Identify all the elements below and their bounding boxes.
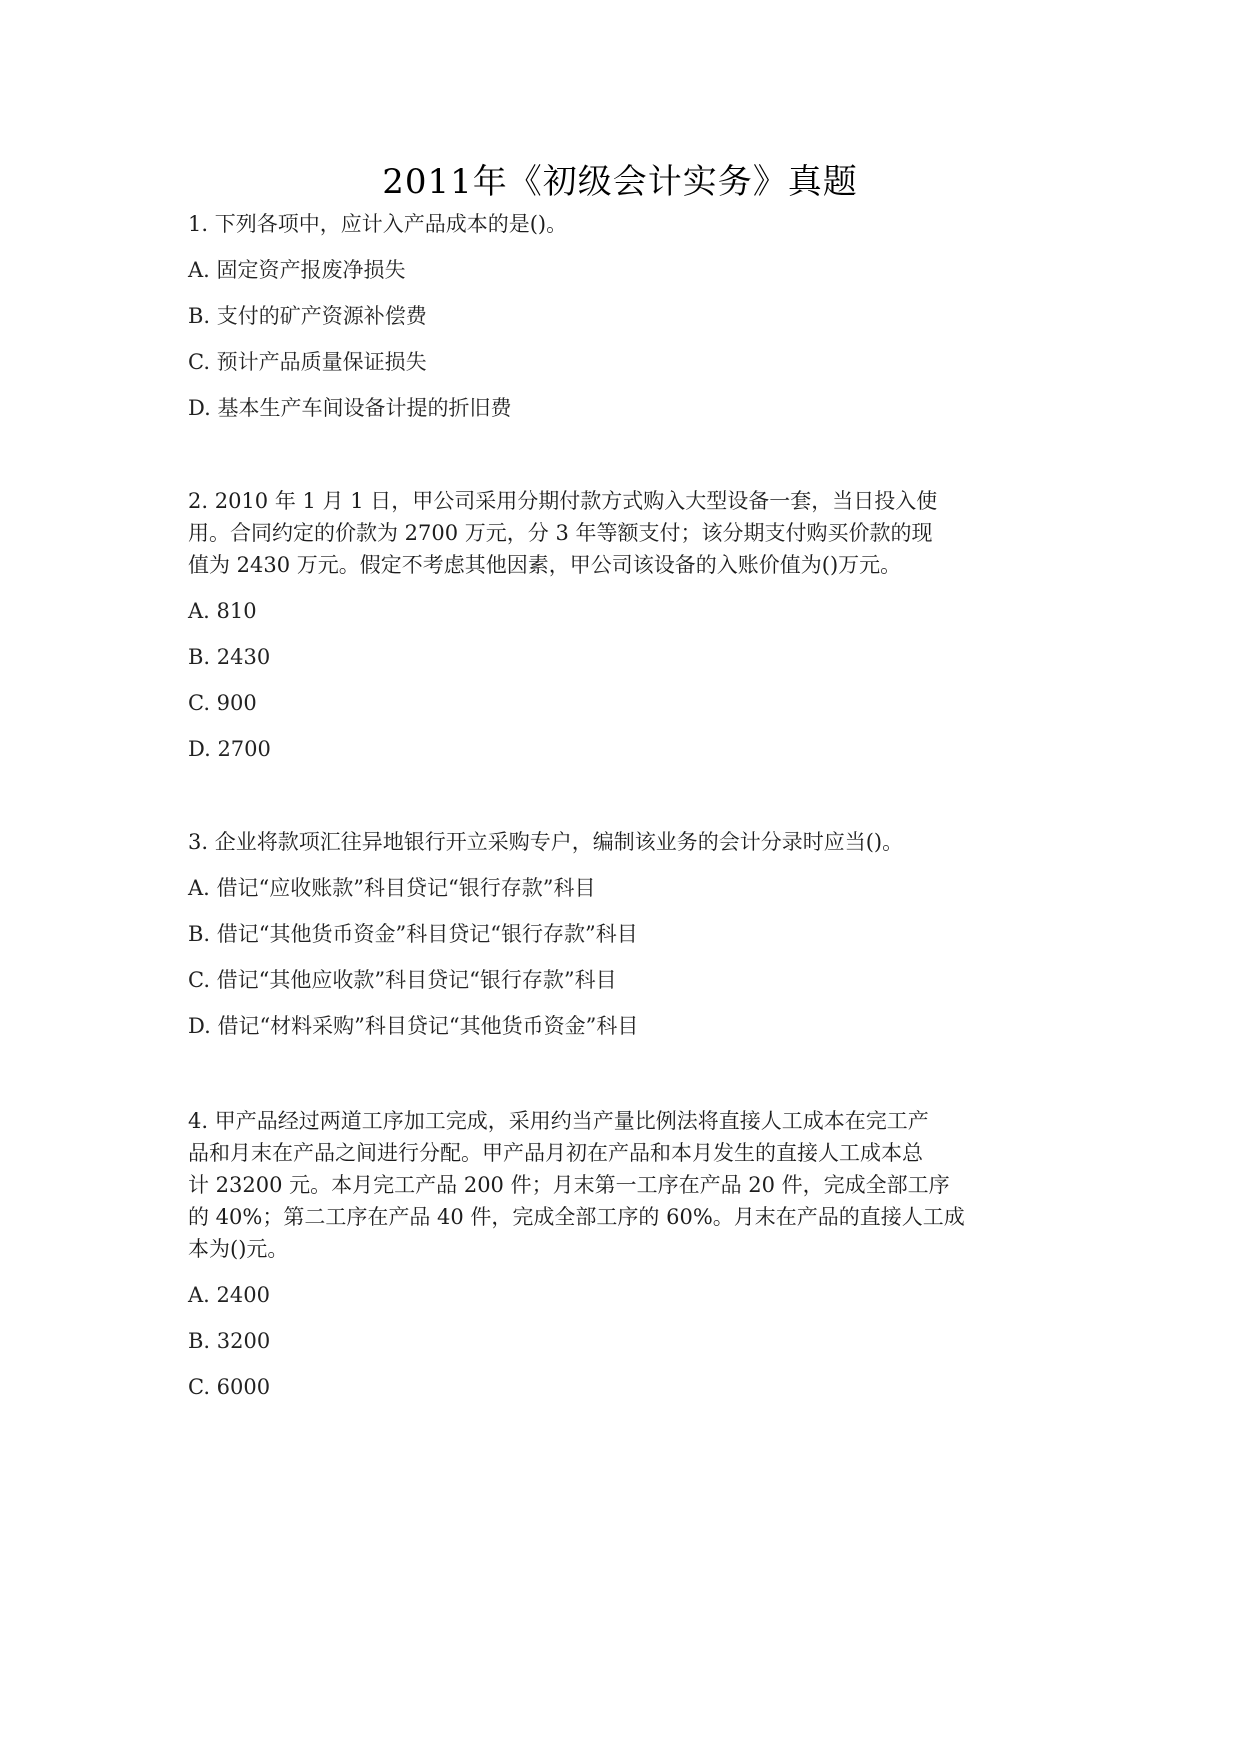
question-stem: 3. 企业将款项汇往异地银行开立采购专户，编制该业务的会计分录时应当()。 — [188, 830, 904, 854]
question-stem-line-2: 用。合同约定的价款为 2700 万元，分 3 年等额支付；该分期支付购买价款的现 — [188, 521, 933, 545]
question-stem: 1. 下列各项中，应计入产品成本的是()。 — [188, 212, 568, 236]
option-a: A. 借记“应收账款”科目贷记“银行存款”科目 — [188, 876, 596, 900]
question-2 — [188, 484, 1064, 774]
option-d: D. 2700 — [188, 737, 271, 761]
option-a: A. 810 — [188, 599, 257, 623]
question-stem-line-1: 2. 2010 年 1 月 1 日，甲公司采用分期付款方式购入大型设备一套，当日投入使 — [188, 489, 938, 513]
option-b: B. 借记“其他货币资金”科目贷记“银行存款”科目 — [188, 922, 638, 946]
option-c: C. 6000 — [188, 1375, 271, 1399]
question-1 — [188, 207, 1064, 427]
option-b: B. 支付的矿产资源补偿费 — [188, 304, 427, 328]
option-a: A. 2400 — [188, 1283, 270, 1307]
page-title: 2011年《初级会计实务》真题 — [382, 162, 858, 202]
question-stem-line-4: 的 40%；第二工序在产品 40 件，完成全部工序的 60%。月末在产品的直接人工成 — [188, 1205, 965, 1229]
option-c: C. 预计产品质量保证损失 — [188, 350, 427, 374]
question-stem-line-3: 值为 2430 万元。假定不考虑其他因素，甲公司该设备的入账价值为()万元。 — [188, 553, 902, 577]
option-c: C. 借记“其他应收款”科目贷记“银行存款”科目 — [188, 968, 617, 992]
option-a: A. 固定资产报废净损失 — [188, 258, 406, 282]
option-c: C. 900 — [188, 691, 257, 715]
option-b: B. 2430 — [188, 645, 271, 669]
question-4 — [188, 1104, 1064, 1404]
option-d: D. 借记“材料采购”科目贷记“其他货币资金”科目 — [188, 1014, 639, 1038]
option-b: B. 3200 — [188, 1329, 271, 1353]
question-3 — [188, 825, 1064, 1050]
question-stem-line-3: 计 23200 元。本月完工产品 200 件；月末第一工序在产品 20 件，完成全部工序 — [188, 1173, 950, 1197]
question-stem-line-2: 品和月末在产品之间进行分配。甲产品月初在产品和本月发生的直接人工成本总 — [188, 1141, 923, 1165]
question-stem-line-5: 本为()元。 — [188, 1237, 289, 1261]
question-stem-line-1: 4. 甲产品经过两道工序加工完成，采用约当产量比例法将直接人工成本在完工产 — [188, 1109, 929, 1133]
option-d: D. 基本生产车间设备计提的折旧费 — [188, 396, 512, 420]
